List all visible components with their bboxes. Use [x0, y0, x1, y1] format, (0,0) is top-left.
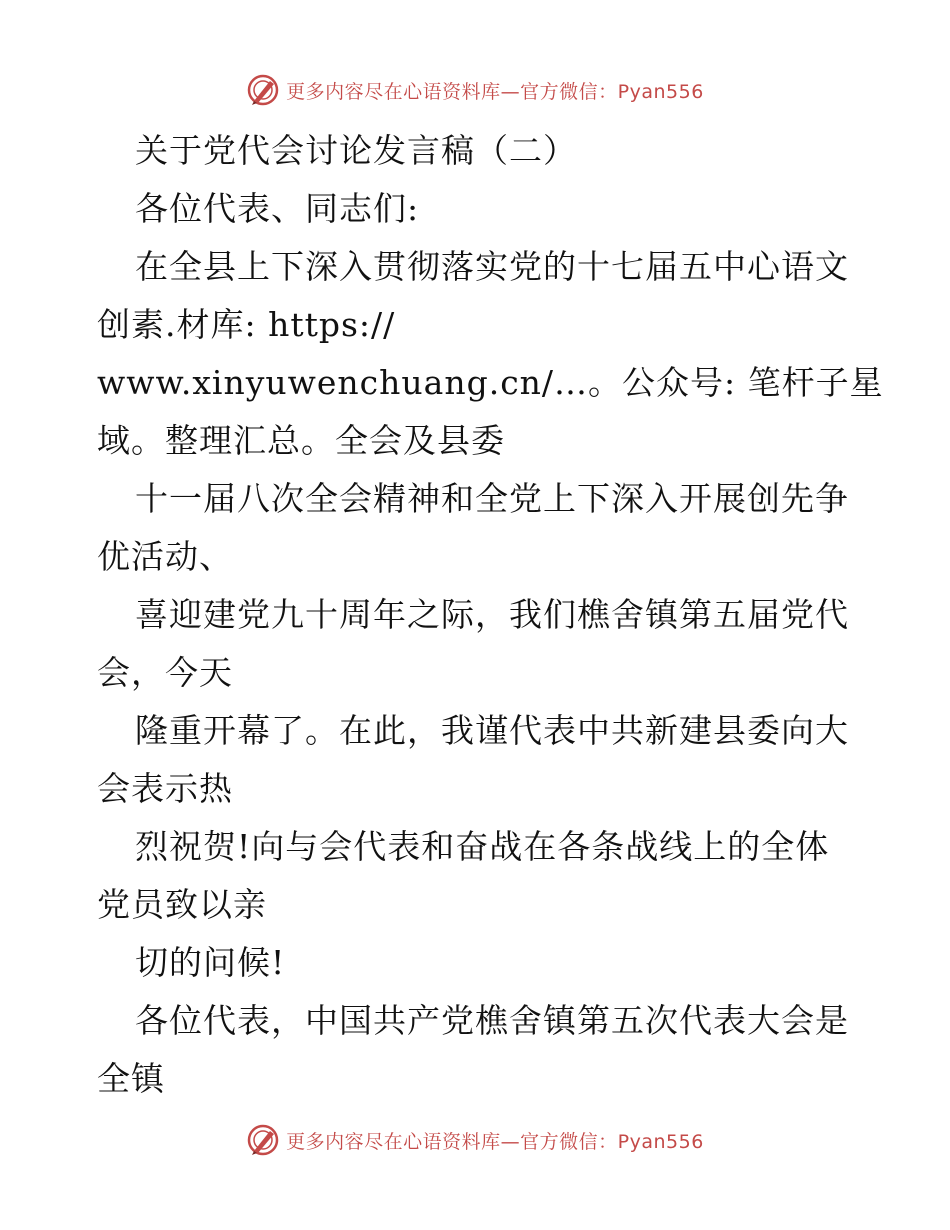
footer-banner-text: 更多内容尽在心语资料库—官方微信：Pyan556: [286, 1130, 704, 1153]
text-line: 域。整理汇总。全会及县委: [97, 421, 505, 460]
pen-logo-icon: [246, 73, 280, 107]
header-watermark-banner: [0, 70, 950, 110]
text-line: www.xinyuwenchuang.cn/…。公众号: 笔杆子星: [97, 363, 884, 402]
text-line: 烈祝贺!向与会代表和奋战在各条战线上的全体: [135, 827, 830, 866]
text-line: 会表示热: [97, 769, 233, 808]
text-line: 全镇: [97, 1059, 165, 1098]
footer-watermark-banner: [0, 1120, 950, 1160]
text-line: 会，今天: [97, 653, 233, 692]
text-line: 关于党代会讨论发言稿（二）: [135, 131, 577, 170]
header-banner-text: 更多内容尽在心语资料库—官方微信：Pyan556: [286, 80, 704, 103]
text-line: 优活动、: [97, 537, 233, 576]
pen-logo-icon: [246, 1123, 280, 1157]
text-line: 党员致以亲: [97, 885, 267, 924]
text-line: 切的问候!: [135, 943, 286, 982]
text-line: 在全县上下深入贯彻落实党的十七届五中心语文: [135, 247, 849, 286]
text-line: 隆重开幕了。在此，我谨代表中共新建县委向大: [135, 711, 849, 750]
text-line: 各位代表，中国共产党樵舍镇第五次代表大会是: [135, 1001, 849, 1040]
document-body: [97, 122, 884, 1108]
text-line: 创素.材库: https://: [97, 305, 396, 344]
text-line: 十一届八次全会精神和全党上下深入开展创先争: [135, 479, 849, 518]
text-line: 各位代表、同志们:: [135, 189, 420, 228]
text-line: 喜迎建党九十周年之际，我们樵舍镇第五届党代: [135, 595, 849, 634]
